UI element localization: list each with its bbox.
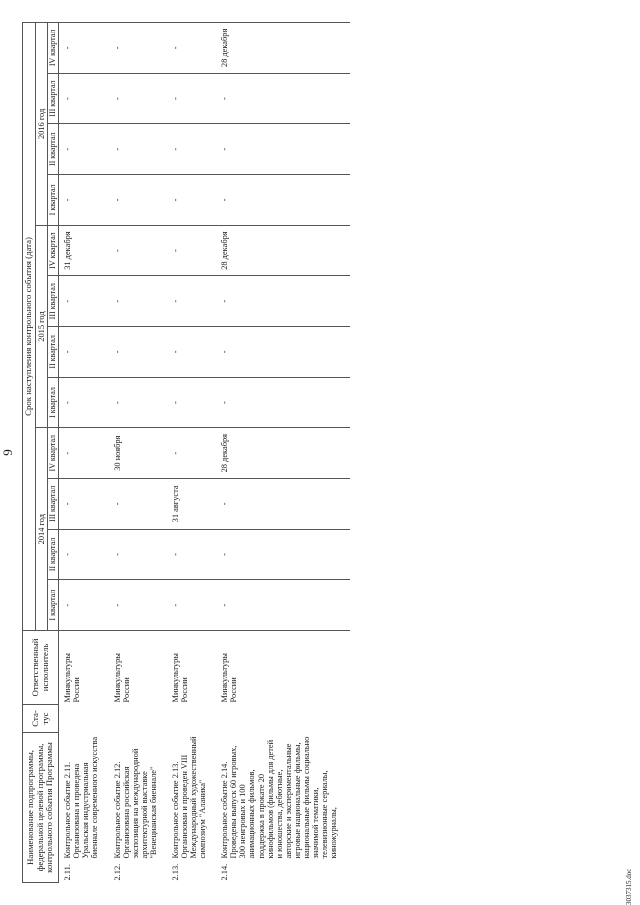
header-year-2014: 2014 год <box>35 428 47 631</box>
event-name: Контрольное событие 2.12. Организована российская экспозиция на международной архитектурной выставке "Венецианская биеннале" <box>112 748 158 859</box>
date-cell: - <box>219 377 350 428</box>
date-cell: - <box>219 124 350 175</box>
date-cell: - <box>59 175 112 226</box>
date-cell: 28 декабря <box>219 23 350 74</box>
event-name: Контрольное событие 2.14. Проведены выпуск 60 игровых, 300 неигровых и 100 анимационных фильмов, поддержка в прокате 20 кинофильмов (фильмы для детей и юношества, дебютные, авторские и экспериментальные игровые национальные фильмы, национальные фильмы социально значимой тематики, телевизионные сериалы, киножурналы, <box>220 736 339 859</box>
row-number: 2.13. <box>170 863 180 881</box>
control-events-table <box>22 22 350 883</box>
date-cell: - <box>219 327 350 378</box>
row-number: 2.11. <box>63 864 73 881</box>
date-cell: 28 декабря <box>219 428 350 479</box>
header-quarter: IV квартал <box>47 23 59 74</box>
date-cell: 28 декабря <box>219 225 350 276</box>
date-cell: - <box>219 529 350 580</box>
header-quarter: I квартал <box>47 580 59 631</box>
page-number: 9 <box>0 449 15 456</box>
row-number: 2.12. <box>112 863 122 881</box>
date-cell: - <box>59 428 112 479</box>
date-cell: - <box>170 529 219 580</box>
date-cell: - <box>112 580 170 631</box>
date-cell: - <box>59 327 112 378</box>
date-cell: - <box>219 175 350 226</box>
date-cell: - <box>112 124 170 175</box>
header-quarter: II квартал <box>47 327 59 378</box>
date-cell: - <box>59 529 112 580</box>
date-cell: - <box>219 580 350 631</box>
date-cell: - <box>59 124 112 175</box>
date-cell: - <box>59 73 112 124</box>
event-status <box>219 704 350 732</box>
header-year-2015: 2015 год <box>35 225 47 428</box>
date-cell: - <box>170 175 219 226</box>
header-quarter: III квартал <box>47 73 59 124</box>
header-executor: Ответственный исполнитель <box>23 630 59 704</box>
table-row <box>170 23 219 883</box>
event-name: Контрольное событие 2.11. Организована и проведена Уральская индустриальная биеннале современного искусства <box>63 736 100 859</box>
date-cell: - <box>219 479 350 530</box>
header-name: Наименование подпрограммы, федеральной целевой программы, контрольного события Программы <box>23 732 59 882</box>
date-cell: - <box>170 23 219 74</box>
event-executor: Минкультуры России <box>220 653 239 703</box>
header-year-2016: 2016 год <box>35 23 47 226</box>
date-cell: - <box>170 124 219 175</box>
date-cell: 30 ноября <box>112 428 170 479</box>
date-cell: - <box>112 377 170 428</box>
date-cell: - <box>59 377 112 428</box>
date-cell: - <box>170 225 219 276</box>
table-row <box>59 23 112 883</box>
header-quarter: II квартал <box>47 124 59 175</box>
event-status <box>112 704 170 732</box>
table-row <box>219 23 350 883</box>
event-name: Контрольное событие 2.13. Организован и проведен VIII Международный художественный симпозиум "Аланика" <box>170 736 208 859</box>
header-quarter: III квартал <box>47 276 59 327</box>
event-executor: Минкультуры России <box>112 653 131 703</box>
date-cell: - <box>170 428 219 479</box>
date-cell: - <box>170 580 219 631</box>
date-cell: - <box>112 23 170 74</box>
date-cell: - <box>112 327 170 378</box>
header-status: Ста-тус <box>23 704 59 732</box>
date-cell: - <box>59 479 112 530</box>
date-cell: - <box>170 327 219 378</box>
date-cell: - <box>112 225 170 276</box>
date-cell: - <box>112 73 170 124</box>
row-number: 2.14. <box>220 863 230 881</box>
date-cell: - <box>219 276 350 327</box>
header-quarter: IV квартал <box>47 428 59 479</box>
date-cell: - <box>170 377 219 428</box>
header-term: Срок наступления контрольного события (дата) <box>23 23 36 631</box>
header-quarter: I квартал <box>47 377 59 428</box>
header-quarter: III квартал <box>47 479 59 530</box>
date-cell: 31 августа <box>170 479 219 530</box>
event-executor: Минкультуры России <box>170 653 189 703</box>
event-executor: Минкультуры России <box>63 653 82 703</box>
header-quarter: II квартал <box>47 529 59 580</box>
table-row <box>112 23 170 883</box>
date-cell: 31 декабря <box>59 225 112 276</box>
event-status <box>170 704 219 732</box>
date-cell: - <box>219 73 350 124</box>
document-filename: 3037315.doc <box>625 868 633 905</box>
date-cell: - <box>59 276 112 327</box>
date-cell: - <box>170 73 219 124</box>
event-status <box>59 704 112 732</box>
date-cell: - <box>112 276 170 327</box>
date-cell: - <box>112 479 170 530</box>
date-cell: - <box>170 276 219 327</box>
date-cell: - <box>59 580 112 631</box>
date-cell: - <box>112 175 170 226</box>
date-cell: - <box>59 23 112 74</box>
date-cell: - <box>112 529 170 580</box>
header-quarter: I квартал <box>47 175 59 226</box>
header-quarter: IV квартал <box>47 225 59 276</box>
